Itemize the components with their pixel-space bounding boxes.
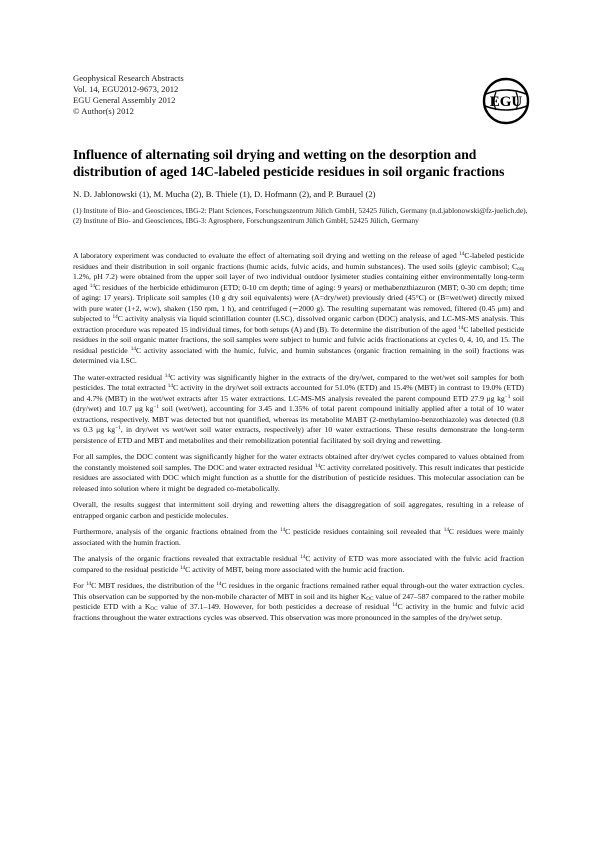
superscript: 14	[279, 527, 286, 533]
egu-logo-icon	[482, 77, 530, 125]
superscript: 14	[314, 462, 321, 469]
paragraph-text: C activity of ETD was more associated with the fulvic acid fraction compared to the residual pesticide	[73, 554, 524, 574]
author-list: N. D. Jablonowski (1), M. Mucha (2), B. Thiele (1), D. Hofmann (2), and P. Burauel (2)	[73, 189, 376, 199]
superscript: 14	[179, 564, 186, 571]
subscript: org	[517, 265, 524, 272]
paragraph-text: The analysis of the organic fractions revealed that extractable residual	[73, 554, 301, 563]
journal-volume: Vol. 14, EGU2012-9673, 2012	[73, 84, 179, 94]
journal-header	[73, 73, 184, 117]
superscript: 14	[167, 383, 173, 389]
journal-name: Geophysical Research Abstracts	[73, 73, 184, 83]
paragraph-text: C activity associated with the humic, fulvic, and humin substances (organic fraction remaining in the soil) fractions was determined via LSC.	[73, 345, 524, 365]
paragraph-text: C activity was significantly higher in the extracts of the dry/wet, compared to the wet/wet soil samples for both pesticides. The total extracted	[73, 372, 524, 392]
paragraph-text: For	[73, 581, 86, 590]
abstract-paragraph	[73, 581, 524, 623]
assembly-name: EGU General Assembly 2012	[73, 95, 176, 105]
superscript: 14	[130, 345, 136, 352]
logo-letters: EGU	[489, 94, 523, 110]
abstract-body	[73, 251, 524, 629]
abstract-paragraph	[73, 373, 524, 447]
superscript: −1	[153, 404, 159, 410]
superscript: 14	[459, 251, 465, 257]
paragraph-text: The water-extracted residual	[73, 372, 165, 382]
superscript: 14	[300, 554, 306, 560]
paragraph-text: 1.2%, pH 7.2) were obtained from the upper soil layer of two individual outdoor lysimeter studies containing either environmentally long-term aged	[73, 272, 524, 292]
superscript: 14	[216, 581, 222, 587]
superscript: −1	[504, 393, 511, 400]
superscript: 14	[112, 314, 118, 320]
paragraph-text: C pesticide residues containing soil revealed that	[285, 527, 444, 536]
abstract-paragraph	[73, 251, 524, 367]
paragraph-text: Overall, the results suggest that intermittent soil drying and rewetting alters the disaggregation of soil aggregates, resulting in a release of entrapped organic carbon and pesticide molecules.	[73, 500, 524, 520]
paragraph-text: Furthermore, analysis of the organic fractions obtained from the	[73, 527, 280, 536]
abstract-paragraph	[73, 527, 524, 548]
paragraph-text: C-labeled pesticide residues and their distribution in soil organic fractions (humic acids, fulvic acids, and humin substances). The used soils (gleyic cambisol; C	[73, 251, 524, 271]
paragraph-text: soil (wet/wet), accounting for 3.45 and 1.35% of total parent compound initially applied after a total of 10 water extractions, respectively. MBT was detected but not quantified, whereas its metabolite MABT (2-methylamino-benzothiazole) was detected (0.8 vs 0.3 μg kg	[73, 404, 524, 434]
paragraph-text: C activity analysis via liquid scintillation counter (LSC), dissolved organic carbon (DOC) analysis, and LC-MS-MS analysis. This extraction procedure was repeated 15 individual times, for both setups (A) and (B). To determine the distribution of the aged	[73, 314, 524, 334]
superscript: 14	[89, 282, 95, 289]
paragraph-text: soil (dry/wet) and 10.7 μg kg	[73, 393, 525, 413]
paragraph-text: C labelled pesticide residues in the soil organic matter fractions, the soil samples were subject to humic and fulvic acids fractionations at cycles 0, 4, 10, and 15. The residual pesticide	[73, 324, 524, 355]
paragraph-text: C residues of the herbicide ethidimuron (ETD; 0-10 cm depth; time of aging: 9 years) or methabenzthiazuron (MBT; 0-30 cm depth; time of aging: 17 years). Triplicate soil samples (10 g dry soil equivalents) were (A=dry/wet) previously dried (45°C) or (B=wet/wet) directly mixed with pure water (1+2, w:w), shaken (150 rpm, 1 h), and centrifuged (∼2000 g). The resulting supernatant was removed, filtered (0.45 μm) and subjected to	[73, 282, 524, 323]
superscript: 14	[392, 602, 398, 608]
paragraph-text: A laboratory experiment was conducted to evaluate the effect of alternating soil drying and wetting on the release of aged	[73, 251, 460, 260]
abstract-paragraph	[73, 500, 524, 521]
paragraph-text: C MBT residues, the distribution of the	[91, 581, 217, 590]
superscript: 14	[164, 372, 170, 379]
abstract-paragraph	[73, 452, 524, 494]
paragraph-text: value of 37.1–149. However, for both pesticides a decrease of residual	[157, 602, 393, 611]
paragraph-text: C activity in the dry/wet soil extracts accounted for 51.0% (ETD) and 15.4% (MBT) in contrast to 19.0% (ETD) and 4.7% (MBT) in the wet/wet extracts after 15 water extractions. LC-MS-MS analysis revealed the parent compound ETD 27.9 μg kg	[73, 383, 524, 403]
paragraph-text: , in dry/wet vs wet/wet soil water extracts, respectively) after 10 water extractions. These results demonstrate the long-term persistence of ETD and MBT and metabolites and their remobilization potential facilitated by soil drying and rewetting.	[73, 425, 524, 445]
subscript: OC	[366, 595, 374, 602]
superscript: −1	[115, 425, 121, 431]
paragraph-text: C residues were mainly associated with the humin fraction.	[73, 527, 525, 547]
abstract-paragraph	[73, 554, 524, 575]
paragraph-text: C residues in the organic fractions remained rather equal through-out the water extraction cycles. This observation can be supported by the non-mobile character of MBT in soil and its higher K	[73, 581, 525, 601]
paragraph-text: C activity of MBT, being more associated with the humic acid fraction.	[185, 564, 405, 574]
paragraph-text: C activity in the humic and fulvic acid fractions throughout the water extractions cycles was observed. This observation was more pronounced in the samples of the dry/wet setup.	[73, 602, 524, 622]
superscript: 14	[85, 581, 92, 587]
affiliations: (1) Institute of Bio- and Geosciences, IBG-2: Plant Sciences, Forschungszentrum Jülich GmbH, 52425 Jülich, Germany (n.d.jablonowski@fz-juelich.de), (2) Institute of Bio- and Geosciences, IBG-3: Agrosphere, Forschungszentrum Jülich GmbH, 52425 Jülich, Germany	[73, 206, 528, 225]
subscript: OC	[150, 606, 158, 612]
paragraph-text: For all samples, the DOC content was significantly higher for the water extracts obtained after dry/wet cycles compared to values obtained from the constantly moistened soil samples. The DOC and water extracted residual	[73, 452, 524, 472]
paragraph-text: C activity correlated positively. This result indicates that pesticide residues are associated with DOC which might function as a shuttle for the distribution of pesticide residues. This molecular association can be released into solution where it might be degraded co-metabolically.	[73, 462, 524, 493]
superscript: 14	[458, 324, 464, 331]
copyright-line: © Author(s) 2012	[73, 106, 134, 116]
superscript: 14	[443, 527, 449, 533]
paragraph-text: value of 247–587 compared to the rather mobile pesticide ETD with a K	[73, 591, 524, 611]
abstract-title: Influence of alternating soil drying and wetting on the desorption and distribution of aged 14C-labeled pesticide residues in soil organic fractions	[73, 147, 505, 179]
